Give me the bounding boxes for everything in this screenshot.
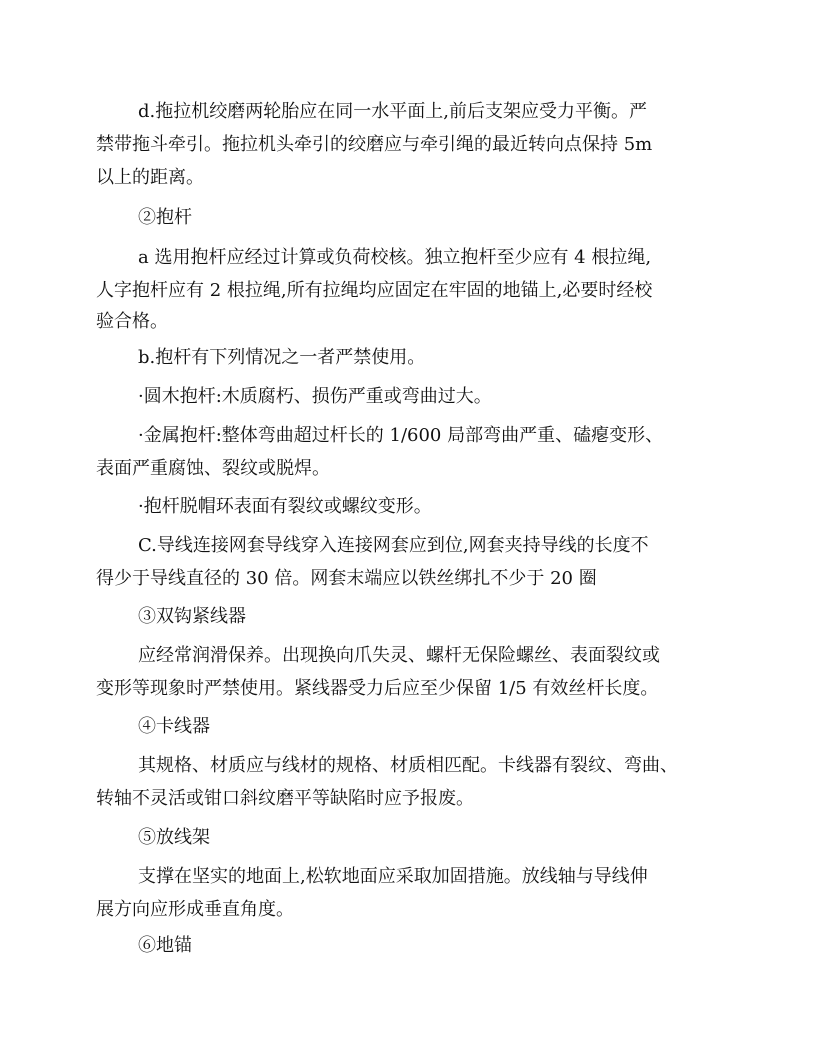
paragraph-line: 变形等现象时严禁使用。紧线器受力后应至少保留 1/5 有效丝杆长度。 [96, 678, 659, 699]
bullet-item: ·圆木抱杆:木质腐朽、损伤严重或弯曲过大。 [138, 386, 492, 407]
paragraph-line: 应经常润滑保养。出现换向爪失灵、螺杆无保险螺丝、表面裂纹或 [138, 645, 660, 666]
paragraph-line: 以上的距离。 [96, 167, 204, 188]
paragraph-line: 支撑在坚实的地面上,松软地面应采取加固措施。放线轴与导线伸 [138, 866, 648, 887]
bullet-item: ·抱杆脱帽环表面有裂纹或螺纹变形。 [138, 496, 432, 517]
paragraph-line: 禁带拖斗牵引。拖拉机头牵引的绞磨应与牵引绳的最近转向点保持 5m [96, 134, 653, 155]
section-heading: ③双钩紧线器 [138, 606, 246, 627]
paragraph-line: 转轴不灵活或钳口斜纹磨平等缺陷时应予报废。 [96, 788, 474, 809]
section-heading: ⑥地锚 [138, 935, 192, 956]
paragraph-line: 表面严重腐蚀、裂纹或脱焊。 [96, 458, 330, 479]
paragraph-line: 展方向应形成垂直角度。 [96, 899, 294, 920]
paragraph-line: C.导线连接网套导线穿入连接网套应到位,网套夹持导线的长度不 [138, 535, 649, 556]
section-heading: ②抱杆 [138, 207, 192, 228]
paragraph-line: 其规格、材质应与线材的规格、材质相匹配。卡线器有裂纹、弯曲、 [138, 755, 678, 776]
paragraph-line: 得少于导线直径的 30 倍。网套末端应以铁丝绑扎不少于 20 圈 [96, 568, 597, 589]
section-heading: ⑤放线架 [138, 827, 210, 848]
paragraph-line: b.抱杆有下列情况之一者严禁使用。 [138, 347, 426, 368]
bullet-item: ·金属抱杆:整体弯曲超过杆长的 1/600 局部弯曲严重、磕瘪变形、 [138, 425, 664, 446]
paragraph-line: d.拖拉机绞磨两轮胎应在同一水平面上,前后支架应受力平衡。严 [138, 101, 647, 122]
paragraph-line: 验合格。 [96, 311, 168, 332]
section-heading: ④卡线器 [138, 716, 210, 737]
paragraph-line: a 选用抱杆应经过计算或负荷校核。独立抱杆至少应有 4 根拉绳, [138, 247, 652, 268]
paragraph-line: 人字抱杆应有 2 根拉绳,所有拉绳均应固定在牢固的地锚上,必要时经校 [96, 280, 653, 301]
